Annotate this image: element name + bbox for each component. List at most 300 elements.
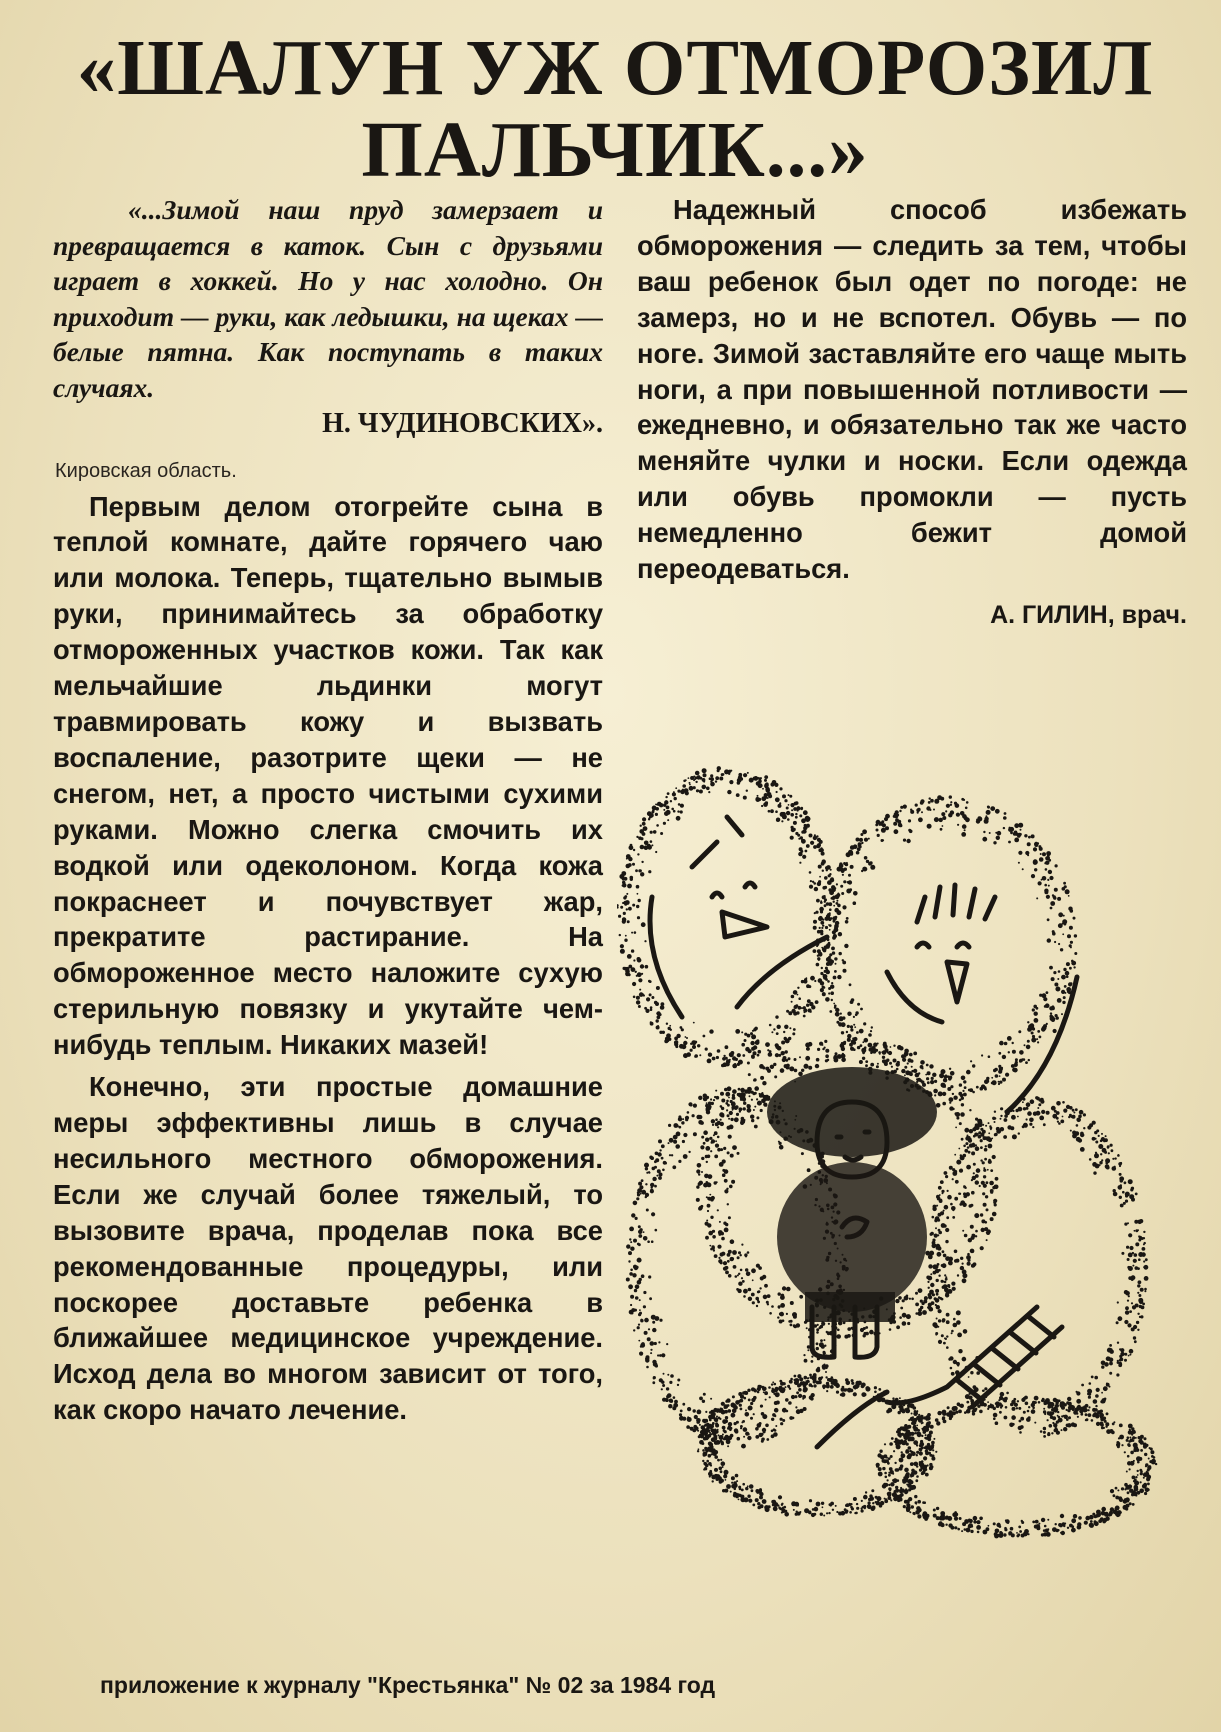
- snow-dot: [938, 1309, 942, 1313]
- snow-dot: [807, 1377, 809, 1379]
- snow-dot: [814, 887, 818, 891]
- snow-dot: [851, 1382, 854, 1385]
- snow-dot: [669, 1138, 674, 1143]
- snow-dot: [721, 1099, 725, 1103]
- snow-dot: [715, 1118, 718, 1121]
- snow-dot: [1064, 1523, 1066, 1525]
- snow-dot: [759, 1495, 763, 1499]
- snow-dot: [883, 1454, 887, 1458]
- snow-dot: [891, 1437, 894, 1440]
- snow-dot: [705, 1138, 709, 1142]
- snow-dot: [835, 1012, 840, 1017]
- snow-dot: [639, 1312, 642, 1315]
- snow-dot: [1043, 1431, 1046, 1434]
- snow-dot: [728, 1118, 730, 1120]
- snow-dot: [725, 1266, 729, 1270]
- snow-dot: [817, 1367, 820, 1370]
- snow-dot: [911, 1505, 914, 1508]
- snow-dot: [945, 1278, 948, 1281]
- snow-dot: [846, 1388, 848, 1390]
- snow-dot: [646, 1209, 649, 1212]
- snow-dot: [682, 1403, 685, 1406]
- snow-dot: [855, 1512, 858, 1515]
- snow-dot: [1060, 948, 1063, 951]
- snow-dot: [983, 831, 985, 833]
- snow-dot: [1120, 1358, 1124, 1362]
- snow-dot: [637, 958, 642, 963]
- snow-dot: [1075, 1131, 1080, 1136]
- snow-dot: [822, 986, 825, 989]
- snow-dot: [1074, 1410, 1076, 1412]
- snow-dot: [1053, 971, 1056, 974]
- snow-dot: [788, 1057, 791, 1060]
- snow-dot: [790, 836, 794, 840]
- snow-dot: [654, 1166, 657, 1169]
- snow-dot: [927, 1071, 931, 1075]
- snow-dot: [1046, 895, 1050, 899]
- snow-dot: [915, 1510, 920, 1515]
- snow-dot: [901, 1426, 905, 1430]
- snow-dot: [633, 849, 635, 851]
- snow-dot: [943, 1078, 947, 1082]
- snow-dot: [933, 809, 935, 811]
- snow-dot: [975, 1230, 978, 1233]
- snow-dot: [942, 1102, 946, 1106]
- snow-dot: [771, 1500, 775, 1504]
- snow-dot: [1054, 888, 1058, 892]
- snow-dot: [825, 1364, 829, 1368]
- snow-dot: [877, 1453, 881, 1457]
- snow-dot: [966, 1401, 969, 1404]
- snow-dot: [707, 1059, 712, 1064]
- snow-dot: [911, 1070, 914, 1073]
- snow-dot: [730, 1100, 733, 1103]
- reader-letter: «...Зимой наш пруд замерзает и превращается в каток. Сын с друзьями играет в хоккей. Но у нас холодно. Он приходит — руки, как ледышки, на щеках — белые пятна. Как поступать в таких случаях.: [53, 194, 603, 403]
- snow-dot: [989, 832, 991, 834]
- snow-dot: [654, 1185, 657, 1188]
- snow-dot: [950, 1367, 953, 1370]
- snow-dot: [758, 1050, 762, 1054]
- snow-dot: [1128, 1430, 1132, 1434]
- snow-dot: [827, 980, 830, 983]
- snow-dot: [676, 1132, 678, 1134]
- snow-dot: [895, 1486, 898, 1489]
- snow-dot: [634, 1289, 637, 1292]
- snow-dot: [790, 1324, 793, 1327]
- snow-dot: [913, 1440, 918, 1445]
- snow-dot: [1076, 1118, 1081, 1123]
- snow-dot: [730, 1491, 732, 1493]
- snow-dot: [735, 1105, 739, 1109]
- snow-dot: [1063, 1109, 1067, 1113]
- snow-dot: [643, 1291, 646, 1294]
- snow-dot: [641, 861, 643, 863]
- snow-dot: [995, 1133, 998, 1136]
- snow-dot: [696, 1198, 700, 1202]
- snow-dot: [754, 1092, 757, 1095]
- snow-dot: [915, 1479, 918, 1482]
- snow-dot: [901, 1069, 905, 1073]
- snow-dot: [798, 852, 802, 856]
- snow-dot: [731, 1180, 735, 1184]
- snow-dot: [1135, 1266, 1139, 1270]
- snow-dot: [911, 1413, 913, 1415]
- snow-dot: [751, 1119, 754, 1122]
- snow-dot: [630, 1269, 633, 1272]
- snow-dot: [1119, 1196, 1122, 1199]
- snow-dot: [710, 1427, 712, 1429]
- snow-dot: [686, 1052, 691, 1057]
- snow-dot: [754, 1125, 758, 1129]
- snow-dot: [1034, 1422, 1036, 1424]
- snow-dot: [1049, 1424, 1053, 1428]
- snow-dot: [1114, 1508, 1116, 1510]
- snow-dot: [889, 1489, 891, 1491]
- snow-dot: [702, 1449, 705, 1452]
- snow-dot: [667, 792, 670, 795]
- snow-dot: [1029, 1123, 1032, 1126]
- snow-dot: [764, 779, 767, 782]
- snow-dot: [1048, 885, 1050, 887]
- snow-dot: [680, 810, 683, 813]
- snow-dot: [628, 965, 632, 969]
- snow-dot: [1045, 856, 1049, 860]
- snow-dot: [825, 1376, 827, 1378]
- snow-dot: [1042, 852, 1046, 856]
- snow-dot: [752, 1504, 755, 1507]
- snow-dot: [904, 1296, 909, 1301]
- snow-dot: [855, 1011, 858, 1014]
- snow-dot: [762, 1386, 765, 1389]
- snow-dot: [933, 1514, 937, 1518]
- snow-dot: [1131, 1492, 1134, 1495]
- snow-dot: [1049, 966, 1053, 970]
- snow-dot: [918, 1432, 921, 1435]
- snow-dot: [905, 1488, 907, 1490]
- snow-dot: [899, 1458, 904, 1463]
- snow-dot: [970, 1225, 974, 1229]
- snow-dot: [665, 1037, 669, 1041]
- snow-dot: [1128, 1253, 1133, 1258]
- snow-dot: [845, 920, 849, 924]
- snow-dot: [862, 1057, 865, 1060]
- snow-dot: [723, 1055, 725, 1057]
- snow-dot: [916, 1475, 919, 1478]
- snow-dot: [875, 1496, 878, 1499]
- snow-dot: [990, 1129, 992, 1131]
- snow-dot: [660, 832, 663, 835]
- snow-dot: [1073, 1514, 1077, 1518]
- snow-dot: [908, 1419, 910, 1421]
- snow-dot: [939, 818, 943, 822]
- snow-dot: [711, 1139, 715, 1143]
- snow-dot: [695, 781, 697, 783]
- snow-dot: [1138, 1298, 1143, 1303]
- snow-dot: [930, 1232, 934, 1236]
- snow-dot: [1088, 1413, 1092, 1417]
- snow-dot: [718, 1442, 720, 1444]
- snow-dot: [635, 1296, 639, 1300]
- snow-dot: [893, 1059, 897, 1063]
- snow-dot: [704, 1453, 707, 1456]
- snow-dot: [767, 1294, 771, 1298]
- snow-dot: [741, 1421, 743, 1423]
- snow-dot: [698, 1435, 701, 1438]
- snow-dot: [901, 1453, 906, 1458]
- snow-dot: [1015, 839, 1018, 842]
- snow-dot: [736, 1480, 738, 1482]
- snow-dot: [620, 944, 624, 948]
- snow-dot: [665, 800, 668, 803]
- snow-dot: [793, 821, 797, 825]
- snow-dot: [821, 1322, 825, 1326]
- snow-dot: [984, 1079, 989, 1084]
- snow-dot: [1063, 1402, 1065, 1404]
- snow-dot: [749, 1095, 751, 1097]
- snow-dot: [1041, 1518, 1045, 1522]
- snow-dot: [932, 1239, 935, 1242]
- snow-dot: [644, 1331, 648, 1335]
- snow-dot: [1034, 1525, 1038, 1529]
- snow-dot: [1095, 1405, 1097, 1407]
- snow-dot: [673, 1396, 676, 1399]
- snow-dot: [709, 1194, 711, 1196]
- snow-dot: [1085, 1413, 1088, 1416]
- snow-dot: [784, 1025, 788, 1029]
- snow-dot: [1136, 1321, 1139, 1324]
- snow-dot: [850, 1047, 853, 1050]
- snow-dot: [934, 1265, 936, 1267]
- snow-dot: [701, 1136, 704, 1139]
- snow-dot: [835, 963, 837, 965]
- snow-dot: [636, 975, 638, 977]
- snow-dot: [629, 1272, 633, 1276]
- snow-dot: [936, 1318, 938, 1320]
- snow-dot: [798, 1072, 803, 1077]
- snow-dot: [888, 1484, 890, 1486]
- snow-dot: [715, 1140, 717, 1142]
- snow-dot: [944, 1274, 946, 1276]
- snow-dot: [947, 1190, 949, 1192]
- snow-dot: [973, 1163, 976, 1166]
- snow-dot: [913, 1418, 917, 1422]
- snow-dot: [650, 1349, 652, 1351]
- snow-dot: [950, 1071, 955, 1076]
- snow-dot: [941, 1083, 946, 1088]
- snow-dot: [945, 1240, 948, 1243]
- snow-dot: [1143, 1231, 1145, 1233]
- snow-dot: [825, 1049, 829, 1053]
- snow-dot: [820, 901, 823, 904]
- snow-dot: [1016, 1532, 1018, 1534]
- snow-dot: [651, 814, 653, 816]
- snow-dot: [644, 1318, 649, 1323]
- snow-dot: [620, 949, 625, 954]
- snow-dot: [1037, 1107, 1039, 1109]
- snow-dot: [888, 1492, 892, 1496]
- snow-dot: [988, 1144, 993, 1149]
- snow-dot: [682, 784, 686, 788]
- snow-dot: [711, 1245, 714, 1248]
- snow-dot: [1083, 1113, 1086, 1116]
- snow-dot: [1012, 1110, 1014, 1112]
- snow-dot: [714, 1441, 718, 1445]
- snow-dot: [734, 1422, 737, 1425]
- snow-dot: [1054, 1405, 1056, 1407]
- snow-dot: [705, 1146, 710, 1151]
- snow-dot: [827, 1059, 830, 1062]
- snow-dot: [642, 822, 646, 826]
- snow-dot: [895, 1468, 899, 1472]
- snow-dot: [829, 953, 832, 956]
- snow-dot: [754, 1086, 759, 1091]
- snow-dot: [976, 1168, 981, 1173]
- snow-dot: [799, 814, 802, 817]
- snow-dot: [1033, 859, 1038, 864]
- snow-dot: [1036, 1038, 1038, 1040]
- snow-dot: [746, 790, 748, 792]
- snow-dot: [1135, 1193, 1138, 1196]
- snow-dot: [735, 1400, 740, 1405]
- snow-dot: [755, 1498, 759, 1502]
- snow-dot: [717, 1459, 720, 1462]
- snow-dot: [1077, 1416, 1079, 1418]
- snow-dot: [921, 1302, 924, 1305]
- snow-dot: [1043, 997, 1047, 1001]
- snow-dot: [876, 820, 881, 825]
- snow-dot: [822, 859, 826, 863]
- snow-dot: [846, 1031, 848, 1033]
- snow-dot: [654, 1342, 657, 1345]
- snow-dot: [797, 809, 799, 811]
- snow-dot: [1131, 1278, 1134, 1281]
- snow-dot: [728, 1097, 730, 1099]
- snow-dot: [694, 1055, 697, 1058]
- snow-dot: [817, 838, 821, 842]
- snow-dot: [807, 999, 811, 1003]
- snow-dot: [810, 841, 814, 845]
- snow-dot: [1100, 1423, 1104, 1427]
- snow-dot: [640, 1319, 643, 1322]
- snow-dot: [639, 1185, 643, 1189]
- snow-dot: [706, 1161, 708, 1163]
- snow-dot: [879, 1450, 882, 1453]
- snow-dot: [889, 1062, 892, 1065]
- snow-dot: [833, 901, 835, 903]
- snow-dot: [640, 872, 644, 876]
- snow-dot: [1145, 1488, 1150, 1493]
- snow-dot: [696, 775, 700, 779]
- snow-dot: [816, 1331, 819, 1334]
- snow-dot: [651, 996, 654, 999]
- snow-dot: [875, 1501, 877, 1503]
- snow-dot: [751, 1293, 755, 1297]
- snow-dot: [742, 1280, 745, 1283]
- snow-dot: [659, 1354, 662, 1357]
- snow-dot: [842, 874, 844, 876]
- snow-dot: [926, 1077, 929, 1080]
- snow-dot: [928, 1293, 932, 1297]
- snow-dot: [655, 1002, 659, 1006]
- snow-dot: [1132, 1437, 1135, 1440]
- snow-dot: [907, 1499, 910, 1502]
- snow-dot: [975, 1408, 978, 1411]
- snow-dot: [1026, 1118, 1028, 1120]
- snow-dot: [1125, 1291, 1130, 1296]
- snow-dot: [712, 1430, 717, 1435]
- snow-dot: [980, 1087, 984, 1091]
- snow-dot: [1012, 1407, 1016, 1411]
- snow-dot: [728, 1274, 732, 1278]
- snow-dot: [680, 1410, 683, 1413]
- snow-dot: [676, 816, 681, 821]
- snow-dot: [955, 1127, 957, 1129]
- snow-dot: [835, 1505, 837, 1507]
- snow-dot: [1038, 1103, 1041, 1106]
- snow-dot: [1078, 1115, 1082, 1119]
- snow-dot: [769, 1396, 771, 1398]
- snow-dot: [757, 1492, 759, 1494]
- snow-dot: [831, 982, 833, 984]
- snow-dot: [882, 1459, 886, 1463]
- snow-dot: [1031, 1032, 1034, 1035]
- snow-dot: [748, 1297, 752, 1301]
- snow-dot: [1003, 1533, 1006, 1536]
- snow-dot: [1018, 1407, 1021, 1410]
- snow-dot: [1135, 1242, 1139, 1246]
- snow-dot: [1076, 1412, 1078, 1414]
- snow-dot: [1108, 1514, 1110, 1516]
- snow-dot: [990, 1217, 994, 1221]
- snow-dot: [732, 1250, 737, 1255]
- snow-dot: [959, 1099, 962, 1102]
- snow-dot: [825, 926, 828, 929]
- snow-dot: [881, 839, 884, 842]
- snow-dot: [1128, 1233, 1132, 1237]
- snow-dot: [707, 1182, 710, 1185]
- snow-dot: [950, 1085, 953, 1088]
- snow-dot: [659, 1149, 661, 1151]
- snow-dot: [999, 1075, 1001, 1077]
- snow-dot: [1058, 923, 1063, 928]
- snow-dot: [910, 1476, 912, 1478]
- snow-dot: [1046, 991, 1049, 994]
- snow-dot: [888, 1496, 892, 1500]
- snow-dot: [951, 1330, 954, 1333]
- snow-dot: [913, 1470, 917, 1474]
- snow-dot: [693, 1409, 696, 1412]
- snow-dot: [725, 1271, 729, 1275]
- snow-dot: [631, 949, 634, 952]
- snow-dot: [1127, 1258, 1130, 1261]
- snow-dot: [970, 1204, 973, 1207]
- snow-dot: [689, 782, 691, 784]
- snow-dot: [1151, 1460, 1156, 1465]
- snow-dot: [939, 1073, 944, 1078]
- snow-dot: [863, 1022, 866, 1025]
- snow-dot: [780, 1422, 783, 1425]
- snow-dot: [930, 1080, 934, 1084]
- snow-dot: [1068, 1116, 1070, 1118]
- snow-dot: [688, 1151, 690, 1153]
- snow-dot: [707, 1204, 711, 1208]
- snow-dot: [819, 1327, 821, 1329]
- snow-dot: [705, 1411, 707, 1413]
- snow-dot: [1142, 1247, 1146, 1251]
- snow-dot: [739, 1404, 742, 1407]
- snow-dot: [708, 791, 710, 793]
- snow-dot: [1105, 1162, 1108, 1165]
